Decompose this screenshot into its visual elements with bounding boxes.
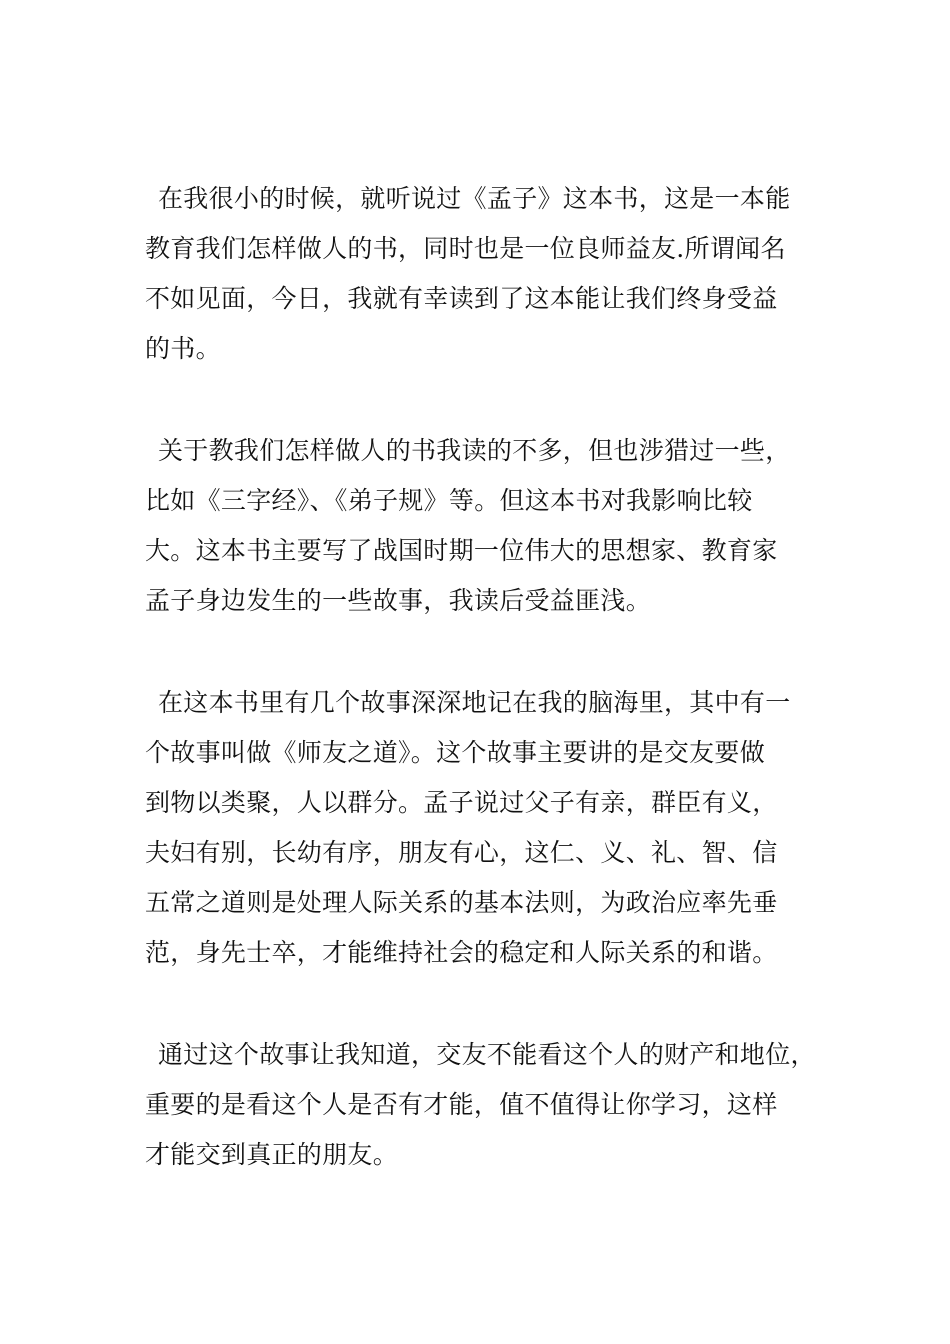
- paragraph-gap: [145, 978, 825, 1030]
- text-line: 关于教我们怎样做人的书我读的不多，但也涉猎过一些，: [158, 436, 791, 465]
- text-line: 的书。: [145, 334, 221, 363]
- text-line: 在我很小的时候，就听说过《孟子》这本书，这是一本能: [158, 184, 791, 213]
- text-line: 才能交到真正的朋友。: [145, 1140, 399, 1169]
- text-line: 大。这本书主要写了战国时期一位伟大的思想家、教育家: [145, 536, 778, 565]
- document-body: [145, 174, 825, 1180]
- text-line: 五常之道则是处理人际关系的基本法则，为政治应率先垂: [145, 888, 778, 917]
- paragraph-3: [145, 678, 825, 978]
- text-line: 范，身先士卒，才能维持社会的稳定和人际关系的和谐。: [145, 938, 778, 967]
- text-line: 通过这个故事让我知道，交友不能看这个人的财产和地位，: [158, 1040, 816, 1069]
- text-line: 孟子身边发生的一些故事，我读后受益匪浅。: [145, 586, 652, 615]
- text-line: 不如见面，今日，我就有幸读到了这本能让我们终身受益: [145, 284, 778, 313]
- text-line: 比如《三字经》、《弟子规》等。但这本书对我影响比较: [145, 486, 753, 515]
- text-line: 教育我们怎样做人的书，同时也是一位良师益友.所谓闻名: [145, 234, 786, 263]
- paragraph-2: [145, 426, 825, 626]
- paragraph-gap: [145, 626, 825, 678]
- text-line: 在这本书里有几个故事深深地记在我的脑海里，其中有一: [158, 688, 791, 717]
- paragraph-gap: [145, 374, 825, 426]
- paragraph-1: [145, 174, 825, 374]
- text-line: 个故事叫做《师友之道》。这个故事主要讲的是交友要做: [145, 738, 766, 767]
- paragraph-4: [145, 1030, 825, 1180]
- text-line: 重要的是看这个人是否有才能，值不值得让你学习，这样: [145, 1090, 778, 1119]
- text-line: 到物以类聚，人以群分。孟子说过父子有亲，群臣有义，: [145, 788, 778, 817]
- text-line: 夫妇有别，长幼有序，朋友有心，这仁、义、礼、智、信: [145, 838, 778, 867]
